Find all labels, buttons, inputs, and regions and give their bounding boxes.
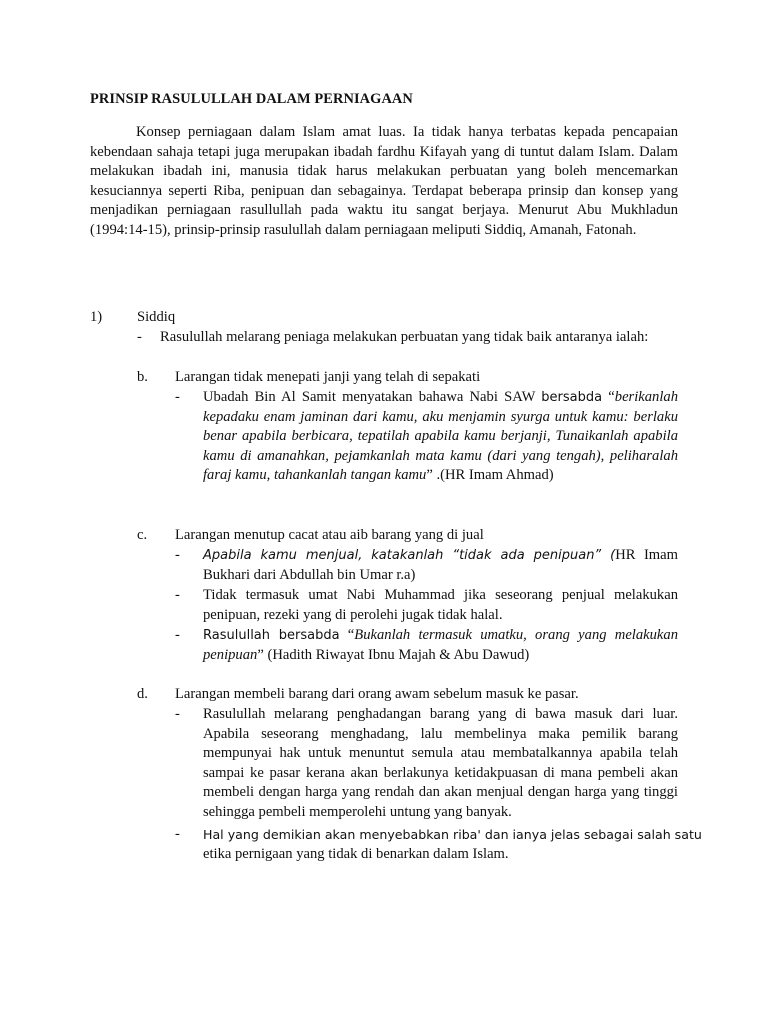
item-b-heading: Larangan tidak menepati janji yang telah di sepakati [175,369,481,385]
item-b-text-d: ” .(HR Imam Ahmad) [426,467,554,484]
item-c-text-3b: “ [339,627,355,643]
item-c-letter: c. [137,527,148,543]
item-c-dash-2: - [175,587,180,603]
item-b-letter: b. [137,369,148,385]
item-d-dash-1: - [175,706,180,722]
item-c-text-3a: Rasulullah bersabda [203,628,340,643]
section-heading: Siddiq [137,309,176,325]
section-number: 1) [90,309,103,325]
item-c-dash-3: - [175,627,180,643]
item-c-dash-1: - [175,547,180,563]
item-c-text-3c: ” [257,646,268,663]
item-b-paragraph [203,388,678,486]
item-c-paragraph-1 [203,546,678,585]
item-c-quote-3: Bukanlah termasuk umatku, orang yang melakukan penipuan [203,627,678,663]
page-title: PRINSIP RASULULLAH DALAM PERNIAGAAN [90,91,413,107]
item-c-quote-1: Apabila kamu menjual, katakanlah “tidak ada penipuan” ( [203,548,616,563]
item-b-text-a: Ubadah Bin Al Samit menyatakan bahawa Nabi SAW [203,389,542,405]
item-c-paragraph-2: Tidak termasuk umat Nabi Muhammad jika seseorang penjual melakukan penipuan, rezeki yang di perolehi jugak tidak halal. [203,587,678,623]
item-b-quote: berikanlah kepadaku enam jaminan dari kamu, aku menjamin syurga untuk kamu: berlaku benar apabila berbicara, tepatilah apabila kamu berjanji, Tunaikanlah apabila kamu di amanahkan, pejamkanlah mata kamu (dari yang tengah), peliharalah faraj kamu, tahankanlah tangan kamu [203,389,678,484]
item-b-text-b: bersabda [541,390,603,405]
intro-paragraph [90,123,678,241]
item-c-text-3d: (Hadith Riwayat Ibnu Majah & Abu Dawud) [267,646,530,663]
item-b-dash: - [175,389,180,405]
item-d-heading: Larangan membeli barang dari orang awam sebelum masuk ke pasar. [175,686,579,702]
item-c-paragraph-3 [203,626,678,665]
intro-text: Konsep perniagaan dalam Islam amat luas. Ia tidak hanya terbatas kepada pencapaian kebendaan sahaja tetapi juga merupakan ibadah fardhu Kifayah yang di tuntut dalam Islam. Dalam melakukan ibadah ini, manusia tidak harus melakukan perbuatan yang boleh mencemarkan kesuciannya seperti Riba, penipuan dan sebagainya. Terdapat beberapa prinsip dan konsep yang menjadikan perniagaan rasullullah pada waktu itu sangat berjaya. Menurut Abu Mukhladun (1994:14-15), prinsip-prinsip rasulullah dalam perniagaan meliputi Siddiq, Amanah, Fatonah. [90,124,678,238]
section-lead: Rasulullah melarang peniaga melakukan perbuatan yang tidak baik antaranya ialah: [160,329,649,345]
item-d-paragraph-2 [203,825,702,864]
item-c-text-1: HR Imam Bukhari dari Abdullah bin Umar r.a) [203,547,678,583]
item-d-text-2a: Hal yang demikian akan menyebabkan riba' dan ianya jelas sebagai salah satu [203,827,702,842]
section-dash: - [137,329,142,345]
item-d-text-2b: etika pernigaan yang tidak di benarkan dalam Islam. [203,845,509,862]
item-d-dash-2: - [175,826,180,842]
item-c-heading: Larangan menutup cacat atau aib barang yang di jual [175,527,484,543]
item-d-letter: d. [137,686,148,702]
item-b-text-c: “ [602,389,615,405]
item-d-paragraph-1: Rasulullah melarang penghadangan barang yang di bawa masuk dari luar. Apabila seseorang menghadang, lalu membelinya maka pemilik barang mempunyai hak untuk menuntut semula atau membatalkannya apabila telah sampai ke pasar kerana akan berlakunya ketidakpuasan di mana pembeli akan membeli dengan harga yang rendah dan akan menjual dengan harga yang tinggi sehingga pembeli memperolehi untung yang banyak. [203,706,678,820]
